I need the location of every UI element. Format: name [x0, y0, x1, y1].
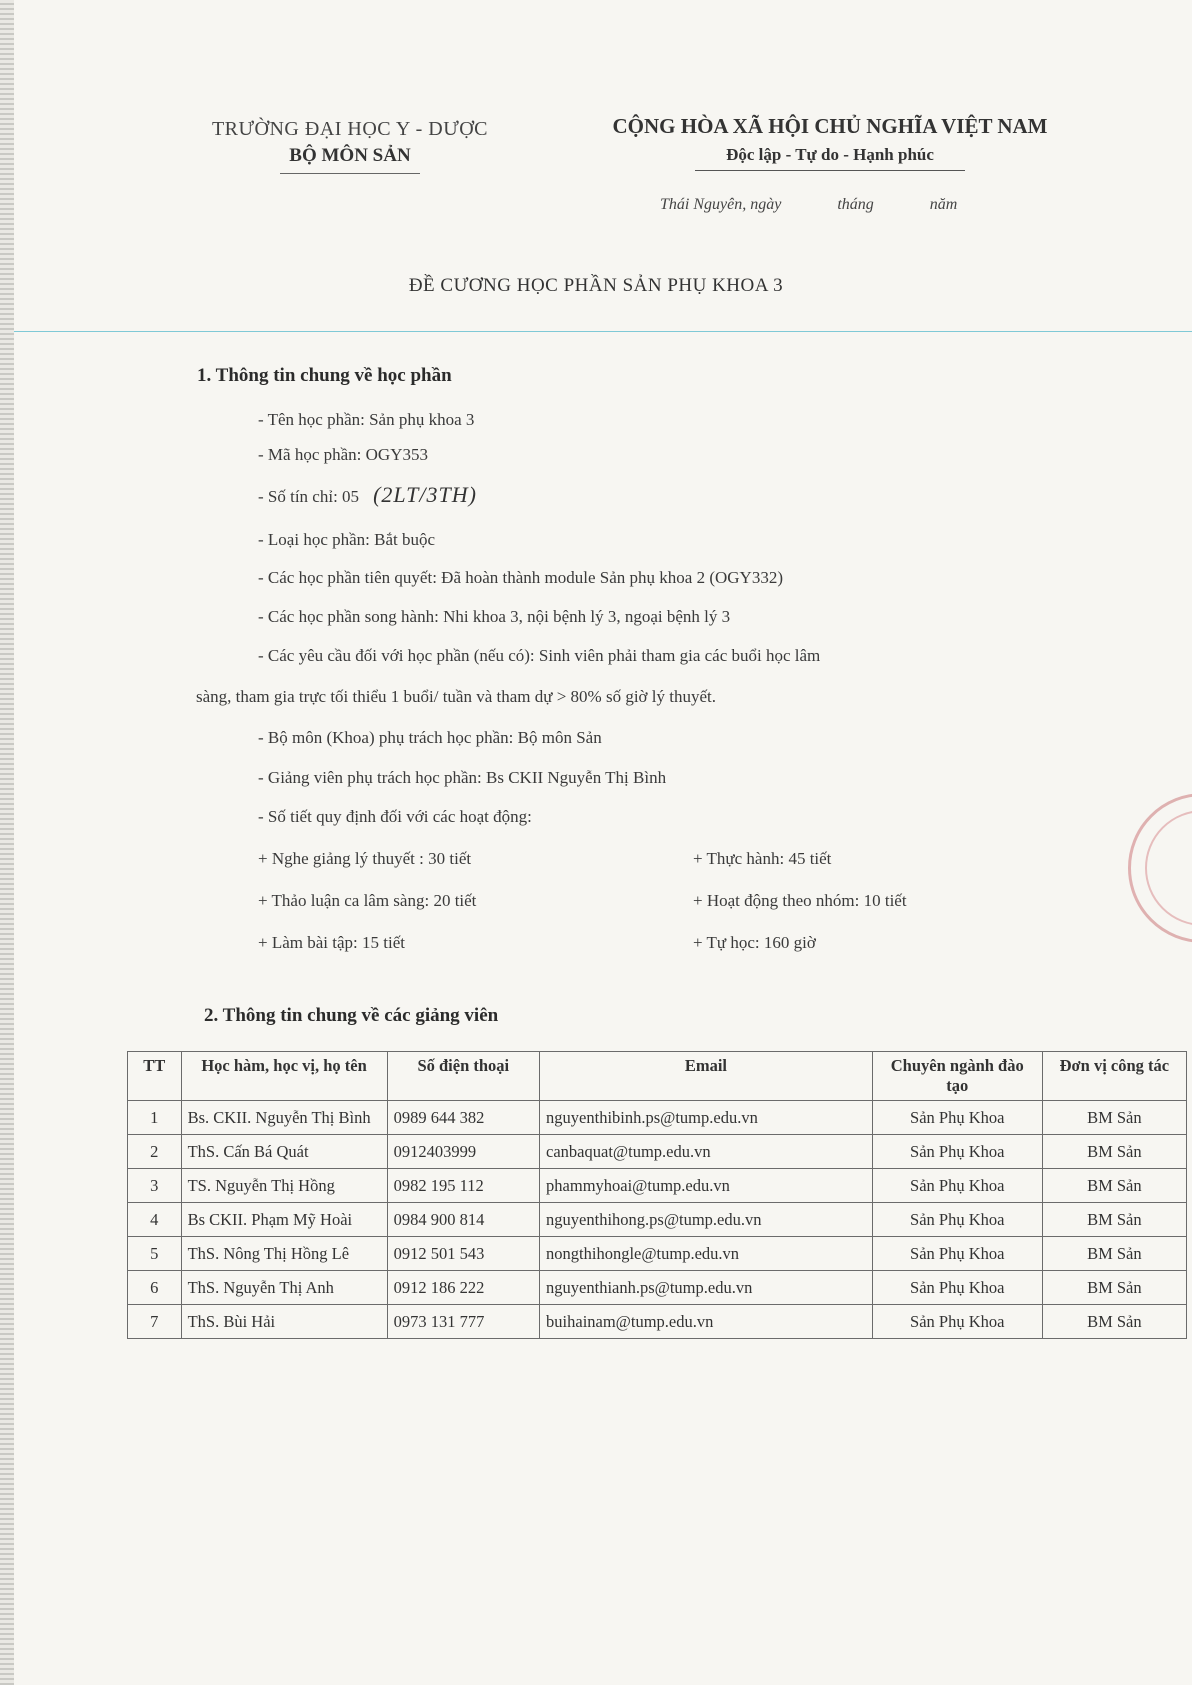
cell-name: TS. Nguyễn Thị Hồng: [181, 1169, 387, 1203]
course-code: - Mã học phần: OGY353: [258, 445, 428, 464]
hours-group: + Hoạt động theo nhóm: 10 tiết: [693, 891, 907, 910]
department-name: BỘ MÔN SẢN: [289, 145, 411, 166]
table-row: [128, 1305, 1187, 1339]
cell-tt: 7: [128, 1305, 182, 1339]
col-header-email: Email: [540, 1052, 873, 1101]
institution-header: [170, 118, 530, 174]
hours-selfstudy: + Tự học: 160 giờ: [693, 933, 816, 952]
cell-email: nongthihongle@tump.edu.vn: [540, 1237, 873, 1271]
cell-unit: BM Sản: [1042, 1305, 1186, 1339]
cell-unit: BM Sản: [1042, 1101, 1186, 1135]
cell-phone: 0912 186 222: [387, 1271, 539, 1305]
hours-exercise: + Làm bài tập: 15 tiết: [258, 933, 405, 952]
national-motto: Độc lập - Tự do - Hạnh phúc: [726, 145, 934, 164]
cell-tt: 3: [128, 1169, 182, 1203]
cell-name: Bs CKII. Phạm Mỹ Hoài: [181, 1203, 387, 1237]
course-type: - Loại học phần: Bắt buộc: [258, 530, 436, 549]
date-year: năm: [929, 196, 958, 213]
scan-edge: [0, 0, 14, 1685]
col-header-name: Học hàm, học vị, họ tên: [181, 1052, 387, 1101]
cell-major: Sản Phụ Khoa: [872, 1203, 1042, 1237]
hours-clinical: + Thảo luận ca lâm sàng: 20 tiết: [258, 891, 477, 910]
cell-unit: BM Sản: [1042, 1135, 1186, 1169]
course-credits: [258, 482, 477, 508]
cell-tt: 5: [128, 1237, 182, 1271]
cell-email: nguyenthibinh.ps@tump.edu.vn: [540, 1101, 873, 1135]
nation-name: CỘNG HÒA XÃ HỘI CHỦ NGHĨA VIỆT NAM: [612, 114, 1048, 138]
cell-email: nguyenthianh.ps@tump.edu.vn: [540, 1271, 873, 1305]
cell-major: Sản Phụ Khoa: [872, 1305, 1042, 1339]
credits-text: - Số tín chỉ: 05: [258, 487, 360, 506]
department-underline: [280, 173, 420, 174]
cell-email: buihainam@tump.edu.vn: [540, 1305, 873, 1339]
table-row: [128, 1101, 1187, 1135]
cell-phone: 0982 195 112: [387, 1169, 539, 1203]
table-row: [128, 1169, 1187, 1203]
date-month: tháng: [837, 196, 874, 213]
cell-phone: 0984 900 814: [387, 1203, 539, 1237]
cell-name: ThS. Cấn Bá Quát: [181, 1135, 387, 1169]
cell-major: Sản Phụ Khoa: [872, 1271, 1042, 1305]
date-line: [660, 196, 1080, 214]
table-row: [128, 1135, 1187, 1169]
course-requirements-cont: sàng, tham gia trực tối thiểu 1 buổi/ tuần và tham dự > 80% số giờ lý thuyết.: [196, 687, 717, 706]
cell-phone: 0973 131 777: [387, 1305, 539, 1339]
cell-email: canbaquat@tump.edu.vn: [540, 1135, 873, 1169]
cell-tt: 2: [128, 1135, 182, 1169]
scan-rule: [14, 331, 1192, 332]
cell-name: ThS. Nông Thị Hồng Lê: [181, 1237, 387, 1271]
course-department: - Bộ môn (Khoa) phụ trách học phần: Bộ môn Sản: [258, 728, 602, 747]
section-1-heading: 1. Thông tin chung về học phần: [197, 365, 452, 386]
table-row: [128, 1203, 1187, 1237]
school-name: TRƯỜNG ĐẠI HỌC Y - DƯỢC: [211, 118, 489, 140]
cell-email: nguyenthihong.ps@tump.edu.vn: [540, 1203, 873, 1237]
course-lecturer: - Giảng viên phụ trách học phần: Bs CKII Nguyễn Thị Bình: [258, 768, 667, 787]
col-header-tt: TT: [128, 1052, 182, 1101]
cell-phone: 0912 501 543: [387, 1237, 539, 1271]
course-prerequisites: - Các học phần tiên quyết: Đã hoàn thành module Sản phụ khoa 2 (OGY332): [258, 568, 783, 587]
cell-tt: 1: [128, 1101, 182, 1135]
official-stamp: [1128, 793, 1192, 943]
cell-unit: BM Sản: [1042, 1271, 1186, 1305]
cell-name: ThS. Nguyễn Thị Anh: [181, 1271, 387, 1305]
table-row: [128, 1271, 1187, 1305]
cell-name: ThS. Bùi Hải: [181, 1305, 387, 1339]
motto-underline: [695, 170, 965, 171]
document-title: ĐỀ CƯƠNG HỌC PHẦN SẢN PHỤ KHOA 3: [408, 275, 784, 296]
cell-name: Bs. CKII. Nguyễn Thị Bình: [181, 1101, 387, 1135]
course-parallel: - Các học phần song hành: Nhi khoa 3, nội bệnh lý 3, ngoại bệnh lý 3: [258, 607, 731, 626]
section-2-heading: 2. Thông tin chung về các giảng viên: [204, 1005, 499, 1026]
col-header-phone: Số điện thoại: [387, 1052, 539, 1101]
national-header: [570, 114, 1090, 171]
lecturer-table: [127, 1051, 1187, 1339]
col-header-major: Chuyên ngành đào tạo: [872, 1052, 1042, 1101]
cell-email: phammyhoai@tump.edu.vn: [540, 1169, 873, 1203]
cell-tt: 6: [128, 1271, 182, 1305]
hours-intro: - Số tiết quy định đối với các hoạt động:: [258, 807, 532, 826]
credits-handwritten: (2LT/3TH): [373, 482, 477, 507]
date-place: Thái Nguyên, ngày: [660, 196, 782, 213]
cell-major: Sản Phụ Khoa: [872, 1135, 1042, 1169]
cell-phone: 0989 644 382: [387, 1101, 539, 1135]
course-requirements: - Các yêu cầu đối với học phần (nếu có): Sinh viên phải tham gia các buổi học lâm: [258, 646, 821, 665]
course-name: - Tên học phần: Sản phụ khoa 3: [258, 410, 475, 429]
cell-tt: 4: [128, 1203, 182, 1237]
cell-phone: 0912403999: [387, 1135, 539, 1169]
table-header-row: [128, 1052, 1187, 1101]
cell-major: Sản Phụ Khoa: [872, 1237, 1042, 1271]
hours-theory: + Nghe giảng lý thuyết : 30 tiết: [258, 849, 472, 868]
cell-unit: BM Sản: [1042, 1237, 1186, 1271]
cell-unit: BM Sản: [1042, 1169, 1186, 1203]
cell-major: Sản Phụ Khoa: [872, 1101, 1042, 1135]
hours-practice: + Thực hành: 45 tiết: [693, 849, 832, 868]
col-header-unit: Đơn vị công tác: [1042, 1052, 1186, 1101]
cell-unit: BM Sản: [1042, 1203, 1186, 1237]
cell-major: Sản Phụ Khoa: [872, 1169, 1042, 1203]
table-row: [128, 1237, 1187, 1271]
